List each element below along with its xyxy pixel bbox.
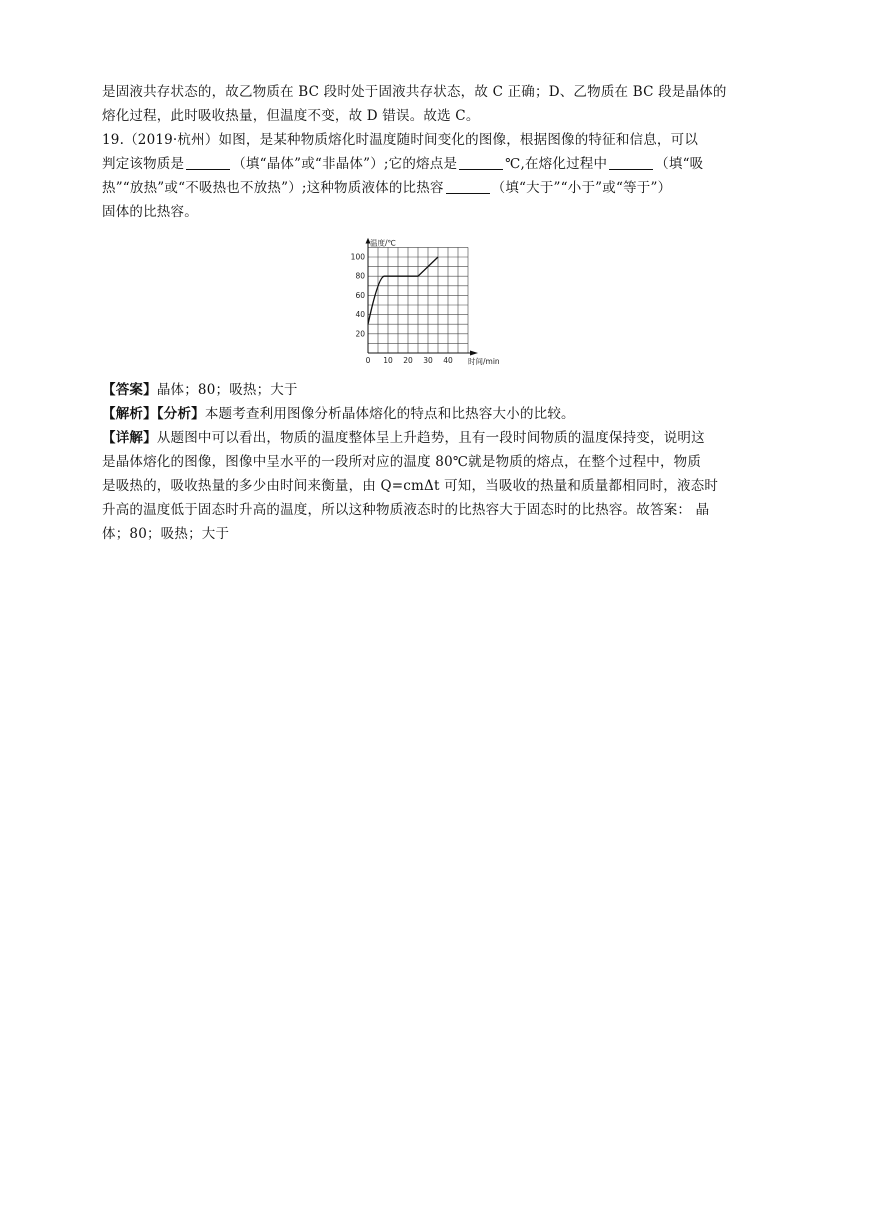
blank-1 xyxy=(186,155,230,170)
analysis-label: 【解析】【分析】 xyxy=(102,406,205,422)
analysis-text: 本题考查利用图像分析晶体熔化的特点和比热容大小的比较。 xyxy=(204,406,575,422)
question-text-3: （填“晶体”或“非晶体”）;它的熔点是 xyxy=(232,156,458,172)
prev-line-2: 熔化过程，此时吸收热量，但温度不变，故 D 错误。故选 C。 xyxy=(102,108,480,124)
question-text-5: （填“吸 xyxy=(655,156,704,172)
x-tick-label: 40 xyxy=(443,356,453,365)
analysis-line xyxy=(102,402,767,426)
question-source: （2019·杭州） xyxy=(124,132,219,148)
x-axis-arrow xyxy=(470,351,478,356)
y-tick-label: 20 xyxy=(355,329,365,339)
question-text-6: 热”“放热”或“不吸热也不放热”）;这种物质液体的比热容 xyxy=(102,180,444,196)
detail-label: 【详解】 xyxy=(102,430,157,446)
answer-line xyxy=(102,378,767,402)
question-number: 19. xyxy=(102,132,125,148)
question-text-7: （填“大于”“小于”或“等于”） xyxy=(491,180,672,196)
series-line-melting xyxy=(368,257,438,324)
question-text-4: ℃,在熔化过程中 xyxy=(505,156,608,172)
y-tick-label: 100 xyxy=(350,252,365,262)
question-text-2: 判定该物质是 xyxy=(102,156,185,172)
question-19 xyxy=(102,128,767,224)
answer-label: 【答案】 xyxy=(102,382,157,398)
detail-line-4: 升高的温度低于固态时升高的温度，所以这种物质液态时的比热容大于固态时的比热容。故答案： 晶 xyxy=(102,502,710,518)
melting-curve-chart xyxy=(344,228,524,368)
question-text-1: 如图，是某种物质熔化时温度随时间变化的图像，根据图像的特征和信息，可以 xyxy=(218,132,699,148)
x-tick-label: 30 xyxy=(423,356,433,365)
chart-tick-labels xyxy=(351,253,453,366)
prev-line-1: 是固液共存状态的，故乙物质在 BC 段时处于固液共存状态，故 C 正确；D、乙物质在 BC 段是晶体的 xyxy=(102,84,727,100)
blank-3 xyxy=(609,155,653,170)
detail-line-5: 体；80；吸热；大于 xyxy=(102,526,230,542)
y-tick-label: 60 xyxy=(355,290,365,300)
blank-4 xyxy=(446,179,490,194)
detail-line-2: 是晶体熔化的图像，图像中呈水平的一段所对应的温度 80℃就是物质的熔点，在整个过程中，物质 xyxy=(102,454,702,470)
y-axis-label: 温度/℃ xyxy=(370,238,396,248)
prev-solution-text xyxy=(102,80,767,128)
y-tick-label: 80 xyxy=(355,271,365,281)
answer-text: 晶体；80；吸热；大于 xyxy=(156,382,298,398)
y-tick-label: 40 xyxy=(355,310,365,320)
x-tick-label: 0 xyxy=(365,356,371,365)
detail-line-3: 是吸热的，吸收热量的多少由时间来衡量，由 Q=cmΔt 可知，当吸收的热量和质量都相同时，液态时 xyxy=(102,478,719,494)
detail-paragraph xyxy=(102,426,767,546)
chart-axes xyxy=(366,238,479,356)
chart-grid xyxy=(368,247,468,353)
detail-line-1: 从题图中可以看出，物质的温度整体呈上升趋势，且有一段时间物质的温度保持变，说明这 xyxy=(156,430,705,446)
x-tick-label: 10 xyxy=(383,356,393,365)
question-text-8: 固体的比热容。 xyxy=(102,204,198,220)
chart-series xyxy=(368,257,438,324)
x-tick-label: 20 xyxy=(403,356,413,365)
blank-2 xyxy=(459,155,503,170)
x-axis-label: 时间/min xyxy=(468,357,500,366)
